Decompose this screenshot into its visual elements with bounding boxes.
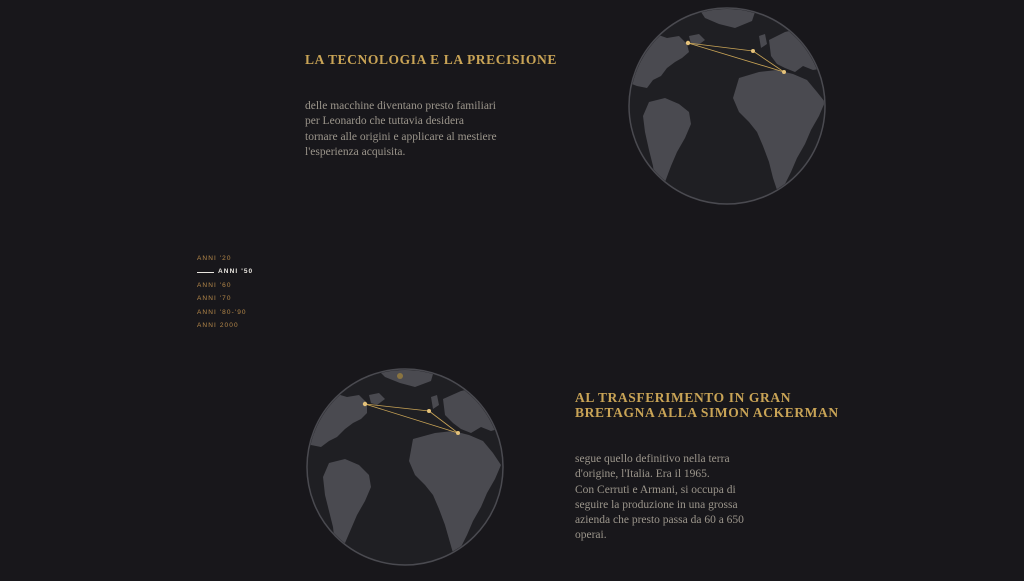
timeline-item-anni-2000[interactable]: ANNI 2000: [197, 322, 239, 330]
text-line: per Leonardo che tuttavia desidera: [305, 115, 465, 128]
timeline-item-anni-20[interactable]: ANNI '20: [197, 254, 232, 262]
text-line: seguire la produzione in una grossa: [575, 498, 738, 511]
text-line: operai.: [575, 529, 607, 542]
text-line: d'origine, l'Italia. Era il 1965.: [575, 468, 710, 481]
active-indicator: [197, 272, 214, 273]
text-line: azienda che presto passa da 60 a 650: [575, 514, 744, 527]
section-text-transfer: [575, 452, 744, 544]
text-line: tornare alle origini e applicare al mestiere: [305, 130, 497, 143]
text-line: l'esperienza acquisita.: [305, 145, 406, 158]
text-line: Con Cerruti e Armani, si occupa di: [575, 483, 736, 496]
heading-line: BRETAGNA ALLA SIMON ACKERMAN: [575, 405, 839, 420]
text-line: segue quello definitivo nella terra: [575, 453, 730, 465]
timeline-nav: [197, 252, 253, 333]
globe-map-icon: [305, 367, 505, 567]
timeline-item-anni-60[interactable]: ANNI '60: [197, 281, 232, 289]
section-heading-technology: LA TECNOLOGIA E LA PRECISIONE: [305, 52, 557, 67]
heading-line: AL TRASFERIMENTO IN GRAN: [575, 390, 792, 405]
timeline-item-anni-80-90[interactable]: ANNI '80-'90: [197, 308, 247, 316]
text-line: delle macchine diventano presto familiari: [305, 100, 496, 112]
section-heading-transfer: [575, 390, 839, 420]
timeline-item-anni-50[interactable]: ANNI '50: [197, 266, 253, 280]
timeline-item-anni-70[interactable]: ANNI '70: [197, 295, 232, 303]
section-text-technology: [305, 99, 497, 160]
globe-map-icon: [627, 6, 827, 206]
